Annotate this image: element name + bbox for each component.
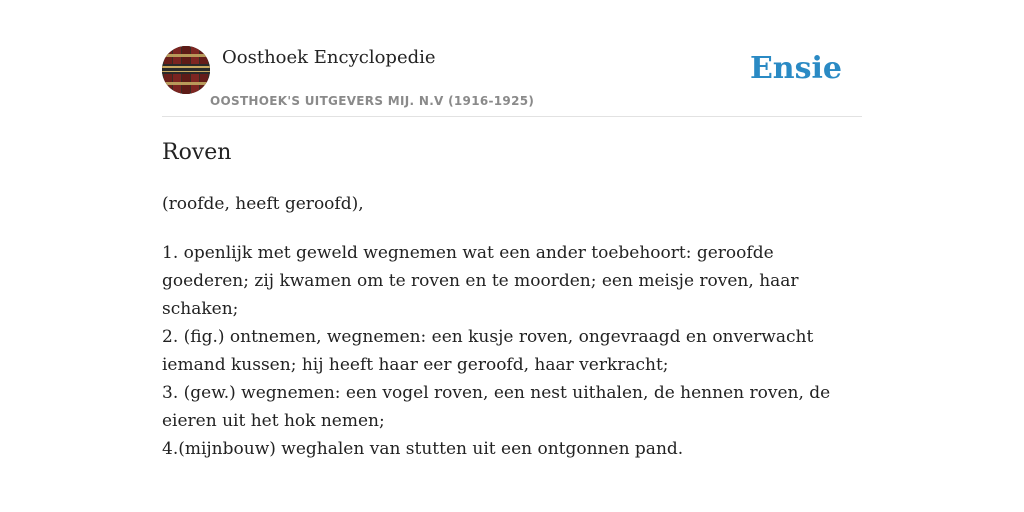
definition-item: 4.(mijnbouw) weghalen van stutten uit een ontgonnen pand. [162,439,684,459]
source-header [162,46,862,117]
entry-grammar: (roofde, heeft geroofd), [162,194,364,214]
entry-title: Roven [162,140,232,165]
definition-item: 1. openlijk met geweld wegnemen wat een ander toebehoort: geroofde goederen; zij kwamen om te roven en te moorden; een meisje roven, haar schaken; [162,243,799,319]
definition-item: 2. (fig.) ontnemen, wegnemen: een kusje roven, ongevraagd en onverwacht iemand kussen; hij heeft haar eer geroofd, haar verkracht; [162,327,814,375]
encyclopedia-books-icon[interactable] [162,46,210,94]
definitions-list [162,239,862,463]
definition-item: 3. (gew.) wegnemen: een vogel roven, een nest uithalen, de hennen roven, de eieren uit het hok nemen; [162,383,831,431]
publisher-label: OOSTHOEK'S UITGEVERS MIJ. N.V (1916-1925) [210,94,535,108]
ensie-logo-link[interactable]: Ensie [749,51,842,86]
source-title[interactable]: Oosthoek Encyclopedie [222,47,436,68]
